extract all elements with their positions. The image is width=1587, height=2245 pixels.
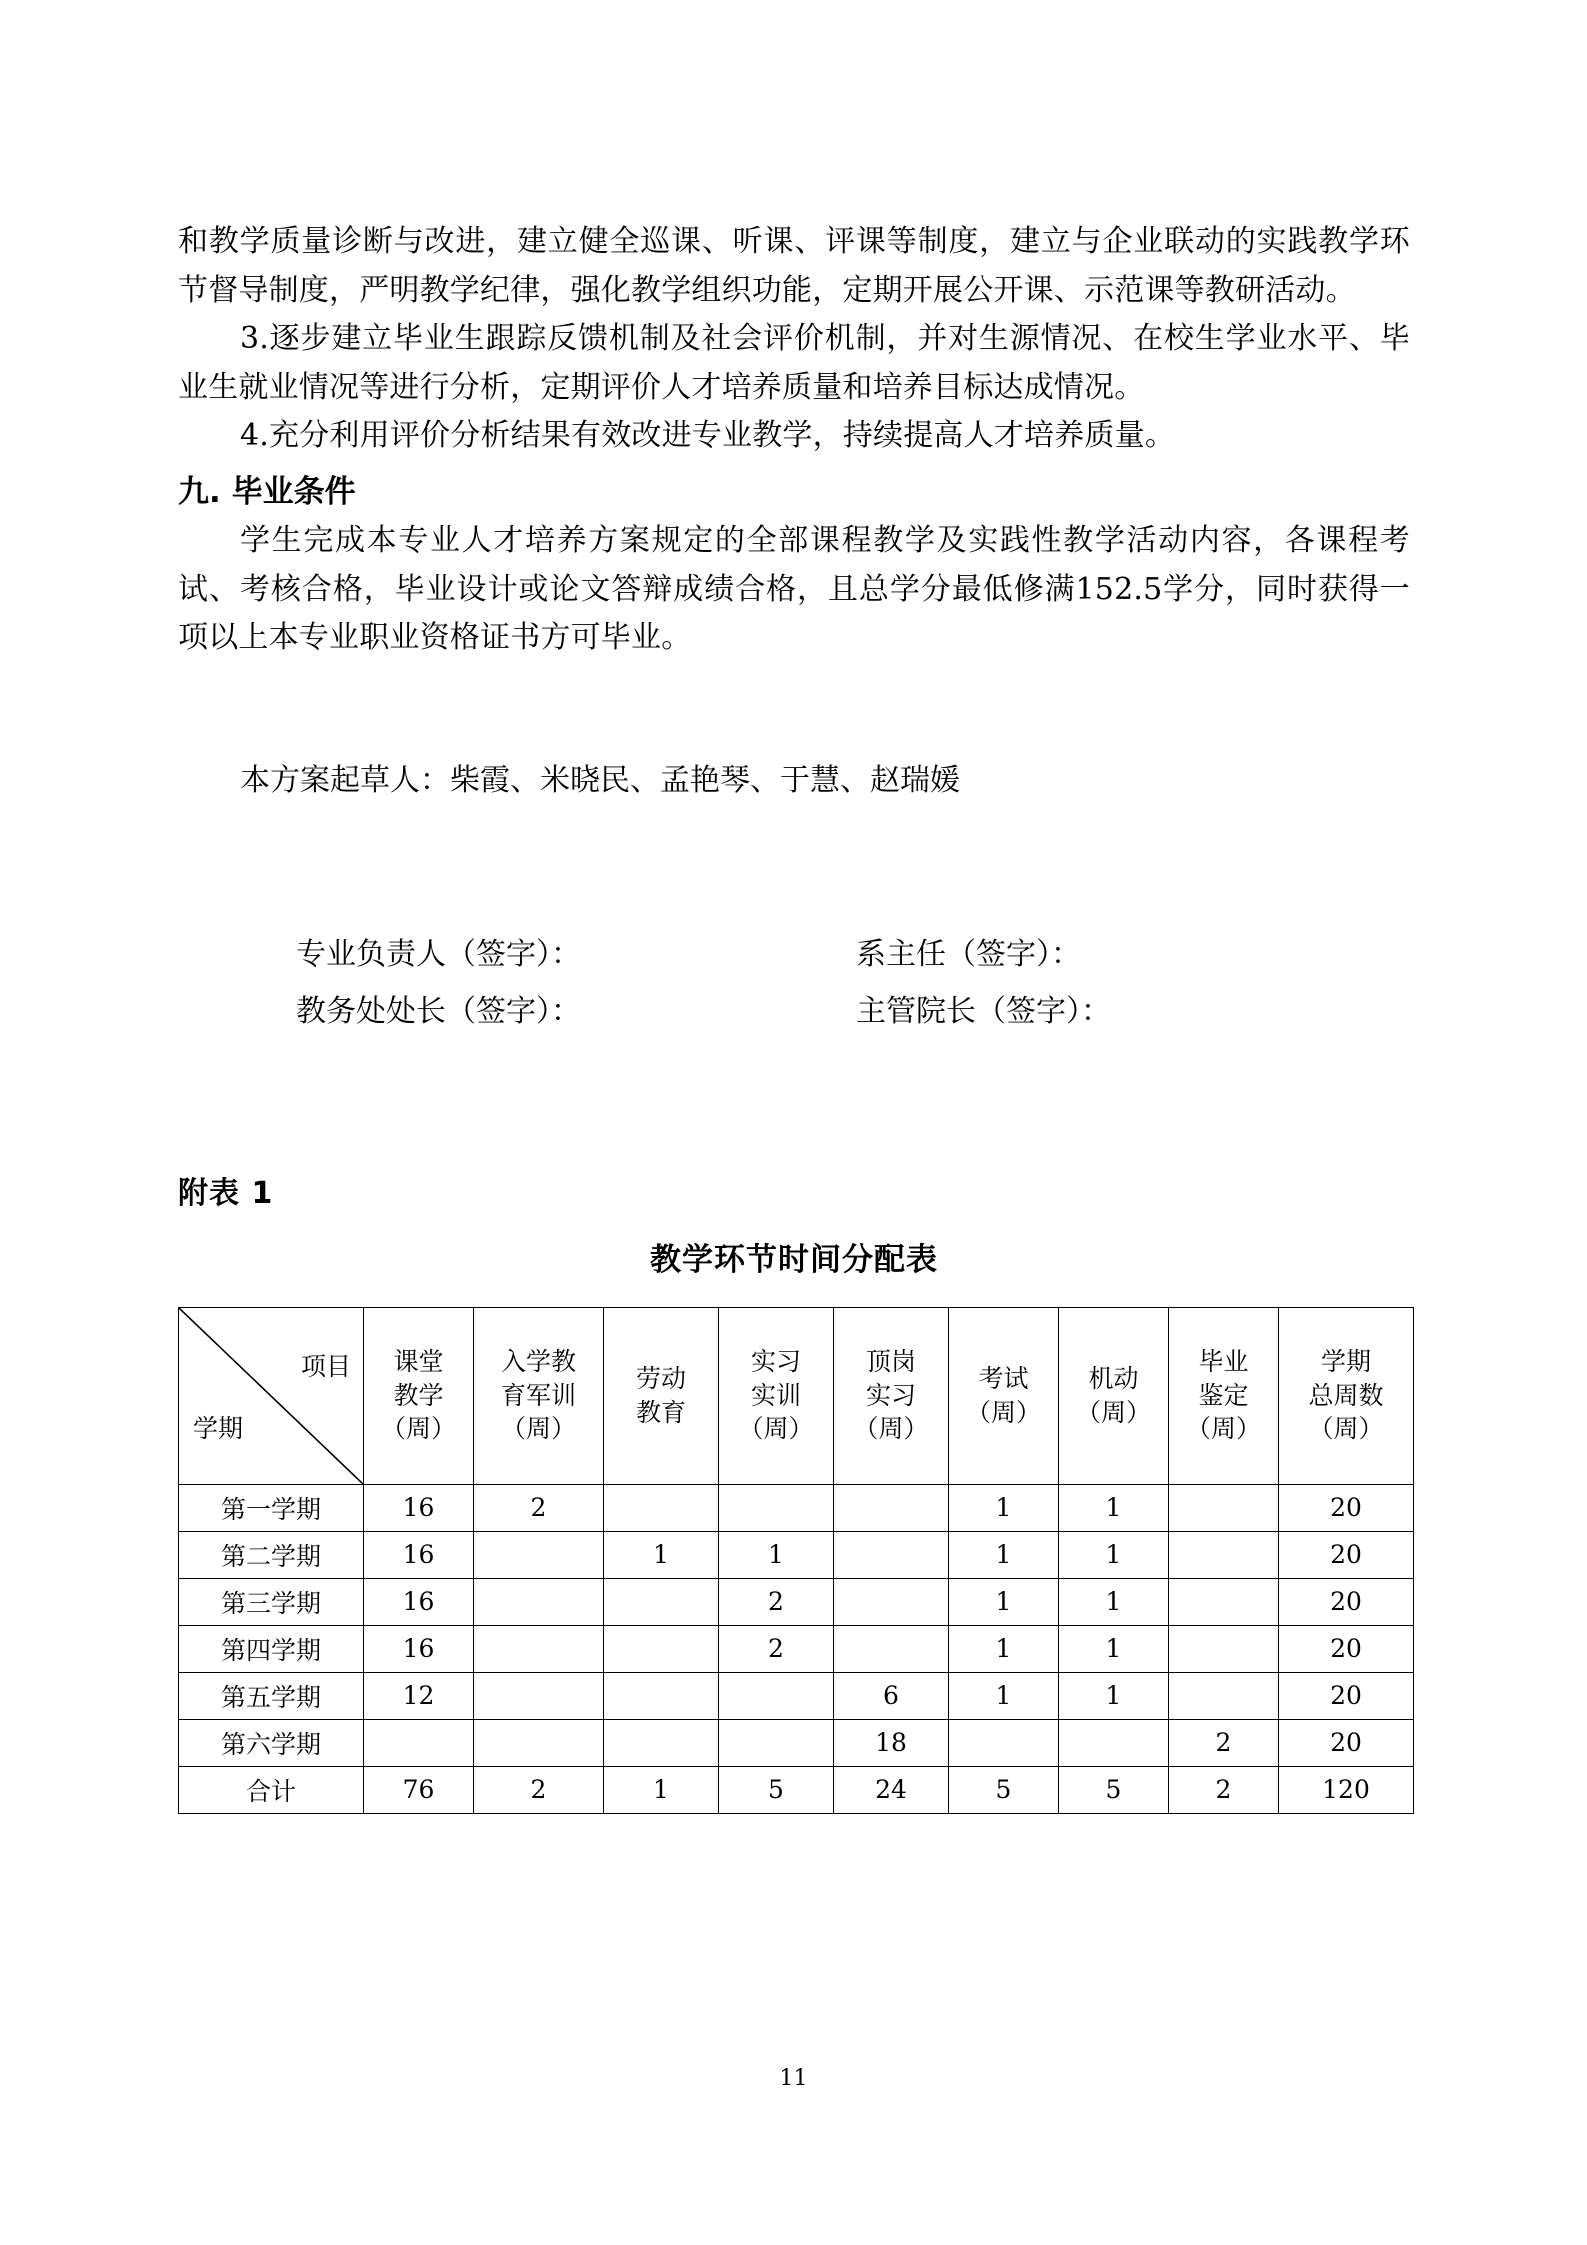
- cell: 2: [1169, 1766, 1279, 1813]
- cell: 1: [949, 1578, 1059, 1625]
- header-line: （周）: [738, 1414, 814, 1444]
- cell: 1: [719, 1531, 834, 1578]
- cell: 20: [1279, 1625, 1414, 1672]
- cell: 1: [1059, 1484, 1169, 1531]
- row-label: 第一学期: [179, 1484, 364, 1531]
- cell: 6: [834, 1672, 949, 1719]
- cell: 1: [1059, 1531, 1169, 1578]
- table-row: [179, 1531, 1414, 1578]
- signature-vice-president: 主管院长（签字）：: [856, 993, 1111, 1029]
- cell: [1169, 1578, 1279, 1625]
- cell: 20: [1279, 1531, 1414, 1578]
- header-line: 劳动: [635, 1363, 686, 1393]
- cell: [604, 1719, 719, 1766]
- header-line: 总周数: [1308, 1380, 1384, 1410]
- table-row-total: [179, 1766, 1414, 1813]
- header-line: （周）: [380, 1414, 456, 1444]
- cell: 5: [949, 1766, 1059, 1813]
- header-line: 鉴定: [1198, 1380, 1249, 1410]
- cell: 2: [474, 1766, 604, 1813]
- cell: [474, 1531, 604, 1578]
- header-line: （周）: [1308, 1414, 1384, 1444]
- signature-academic-affairs-director: 教务处处长（签字）：: [296, 993, 581, 1029]
- cell: [834, 1625, 949, 1672]
- header-line: 实习: [750, 1346, 801, 1376]
- cell: 20: [1279, 1672, 1414, 1719]
- cell: [1169, 1531, 1279, 1578]
- table-corner-cell: [179, 1307, 364, 1484]
- cell: 12: [364, 1672, 474, 1719]
- row-label: 第六学期: [179, 1719, 364, 1766]
- cell: 2: [719, 1578, 834, 1625]
- cell: [1169, 1625, 1279, 1672]
- column-header-labor-education: [604, 1307, 719, 1484]
- cell: [834, 1531, 949, 1578]
- signature-block: [178, 926, 1410, 1040]
- cell: 20: [1279, 1484, 1414, 1531]
- diagonal-line-icon: [179, 1308, 363, 1484]
- cell: 1: [1059, 1578, 1169, 1625]
- cell: [1169, 1672, 1279, 1719]
- cell: [604, 1672, 719, 1719]
- drafters-line: 本方案起草人：柴霞、米晓民、孟艳琴、于慧、赵瑞媛: [240, 762, 960, 798]
- cell: 76: [364, 1766, 474, 1813]
- header-line: 实训: [750, 1380, 801, 1410]
- cell: 1: [949, 1531, 1059, 1578]
- cell: [604, 1625, 719, 1672]
- header-line: 顶岗: [865, 1346, 916, 1376]
- header-line: 课堂: [393, 1346, 444, 1376]
- cell: 1: [949, 1672, 1059, 1719]
- signature-program-leader: 专业负责人（签字）：: [296, 936, 581, 972]
- table-row: [179, 1719, 1414, 1766]
- appendix-label: 附表 1: [178, 1175, 274, 1211]
- cell: 20: [1279, 1719, 1414, 1766]
- signature-row: [178, 983, 1410, 1040]
- section-paragraph: 学生完成本专业人才培养方案规定的全部课程教学及实践性教学活动内容，各课程考试、考核合格，毕业设计或论文答辩成绩合格，且总学分最低修满152.5学分，同时获得一项以上本专业职业资格证书方可毕业。: [178, 523, 1410, 656]
- paragraph-1: 和教学质量诊断与改进，建立健全巡课、听课、评课等制度，建立与企业联动的实践教学环节督导制度，严明教学纪律，强化教学组织功能，定期开展公开课、示范课等教研活动。: [178, 224, 1410, 308]
- row-label: 合计: [179, 1766, 364, 1813]
- column-header-post-internship: [834, 1307, 949, 1484]
- table-row: [179, 1625, 1414, 1672]
- corner-row-label: 学期: [193, 1413, 244, 1443]
- cell: [474, 1672, 604, 1719]
- cell: [474, 1625, 604, 1672]
- corner-col-label: 项目: [300, 1351, 351, 1381]
- cell: 20: [1279, 1578, 1414, 1625]
- signature-department-head: 系主任（签字）：: [856, 936, 1081, 972]
- header-line: 考试: [978, 1363, 1029, 1393]
- cell: [719, 1484, 834, 1531]
- signature-row: [178, 926, 1410, 983]
- cell: 1: [604, 1766, 719, 1813]
- cell: 1: [604, 1531, 719, 1578]
- cell: 2: [474, 1484, 604, 1531]
- page-number: 11: [779, 2066, 808, 2091]
- cell: 1: [1059, 1625, 1169, 1672]
- cell: [604, 1578, 719, 1625]
- cell: [949, 1719, 1059, 1766]
- section-title-graduation-requirements: 九. 毕业条件: [178, 473, 356, 510]
- cell: 120: [1279, 1766, 1414, 1813]
- cell: [1059, 1719, 1169, 1766]
- table-row: [179, 1578, 1414, 1625]
- header-line: 教学: [393, 1380, 444, 1410]
- cell: 1: [949, 1625, 1059, 1672]
- cell: 1: [949, 1484, 1059, 1531]
- paragraph-3: 4.充分利用评价分析结果有效改进专业教学，持续提高人才培养质量。: [240, 418, 1176, 454]
- header-line: 机动: [1088, 1363, 1139, 1393]
- cell: 16: [364, 1484, 474, 1531]
- cell: 18: [834, 1719, 949, 1766]
- header-line: 毕业: [1198, 1346, 1249, 1376]
- cell: 1: [1059, 1672, 1169, 1719]
- page-content: [178, 218, 1410, 1814]
- cell: [1169, 1484, 1279, 1531]
- cell: [604, 1484, 719, 1531]
- table-header-row: [179, 1307, 1414, 1484]
- cell: [364, 1719, 474, 1766]
- header-line: （周）: [853, 1414, 929, 1444]
- cell: [474, 1578, 604, 1625]
- header-line: 教育: [635, 1397, 686, 1427]
- header-line: 实习: [865, 1380, 916, 1410]
- row-label: 第四学期: [179, 1625, 364, 1672]
- cell: 2: [719, 1625, 834, 1672]
- cell: 16: [364, 1531, 474, 1578]
- cell: 16: [364, 1625, 474, 1672]
- header-line: 入学教: [500, 1346, 576, 1376]
- row-label: 第三学期: [179, 1578, 364, 1625]
- teaching-time-allocation-table: [178, 1307, 1414, 1814]
- column-header-practice-training: [719, 1307, 834, 1484]
- header-line: （周）: [500, 1414, 576, 1444]
- table-title: 教学环节时间分配表: [650, 1241, 938, 1278]
- cell: 5: [719, 1766, 834, 1813]
- header-line: （周）: [1185, 1414, 1261, 1444]
- cell: [719, 1719, 834, 1766]
- row-label: 第二学期: [179, 1531, 364, 1578]
- spacer: [178, 663, 1410, 721]
- spacer: [178, 721, 1410, 757]
- row-label: 第五学期: [179, 1672, 364, 1719]
- header-line: （周）: [965, 1397, 1041, 1427]
- column-header-graduation-appraisal: [1169, 1307, 1279, 1484]
- column-header-total-weeks: [1279, 1307, 1414, 1484]
- cell: [474, 1719, 604, 1766]
- cell: 2: [1169, 1719, 1279, 1766]
- header-line: 育军训: [500, 1380, 576, 1410]
- cell: [719, 1672, 834, 1719]
- cell: 5: [1059, 1766, 1169, 1813]
- cell: 16: [364, 1578, 474, 1625]
- cell: [834, 1484, 949, 1531]
- column-header-classroom-teaching: [364, 1307, 474, 1484]
- cell: [834, 1578, 949, 1625]
- header-line: 学期: [1320, 1346, 1371, 1376]
- cell: 24: [834, 1766, 949, 1813]
- column-header-examination: [949, 1307, 1059, 1484]
- paragraph-2: 3.逐步建立毕业生跟踪反馈机制及社会评价机制，并对生源情况、在校生学业水平、毕业生就业情况等进行分析，定期评价人才培养质量和培养目标达成情况。: [178, 321, 1410, 405]
- column-header-flexible-time: [1059, 1307, 1169, 1484]
- table-row: [179, 1672, 1414, 1719]
- table-row: [179, 1484, 1414, 1531]
- header-line: （周）: [1075, 1397, 1151, 1427]
- column-header-orientation-military-training: [474, 1307, 604, 1484]
